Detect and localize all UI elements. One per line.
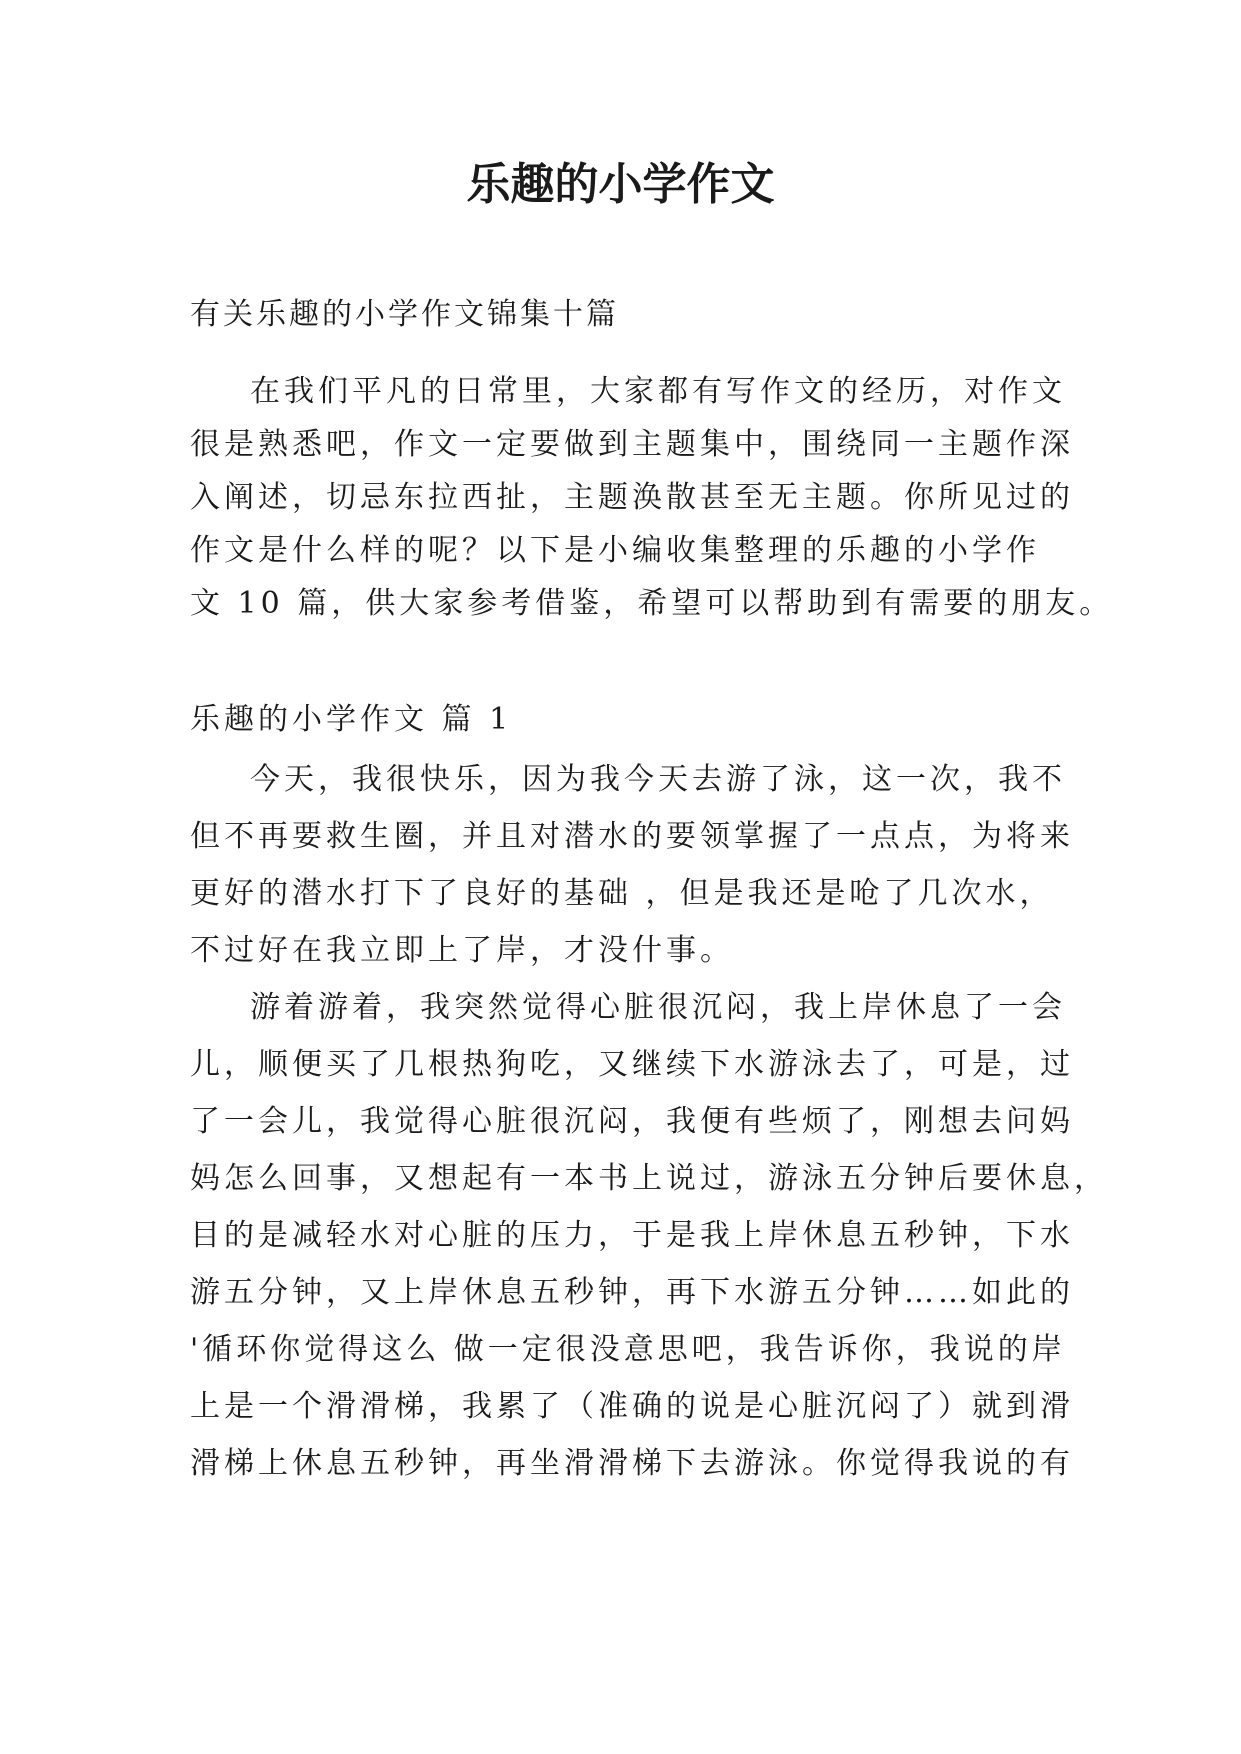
body-line: 上是一个滑滑梯，我累了（准确的说是心脏沉闷了）就到滑: [190, 1389, 1074, 1424]
intro-line: 文 10 篇，供大家参考借鉴，希望可以帮助到有需要的朋友。: [190, 586, 1114, 621]
body-line: 妈怎么回事，又想起有一本书上说过，游泳五分钟后要休息，: [190, 1161, 1108, 1196]
body-line: 今天，我很快乐，因为我今天去游了泳，这一次，我不: [250, 762, 1066, 797]
body-line: '循环你觉得这么 做一定很没意思吧，我告诉你，我说的岸: [190, 1332, 1066, 1367]
body-line: 了一会儿，我觉得心脏很沉闷，我便有些烦了，刚想去问妈: [190, 1104, 1074, 1139]
intro-line: 很是熟悉吧，作文一定要做到主题集中，围绕同一主题作深: [190, 427, 1074, 462]
body-line: 但不再要救生圈，并且对潜水的要领掌握了一点点，为将来: [190, 819, 1074, 854]
body-line: 游五分钟，又上岸休息五秒钟，再下水游五分钟……如此的: [190, 1275, 1074, 1310]
body-line: 儿，顺便买了几根热狗吃，又继续下水游泳去了，可是，过: [190, 1047, 1074, 1082]
intro-line: 在我们平凡的日常里，大家都有写作文的经历，对作文: [250, 374, 1066, 409]
intro-line: 作文是什么样的呢？以下是小编收集整理的乐趣的小学作: [190, 533, 1040, 568]
document-subtitle: 有关乐趣的小学作文锦集十篇: [190, 297, 619, 332]
section-heading: 乐趣的小学作文 篇 1: [190, 702, 513, 737]
body-line: 目的是减轻水对心脏的压力，于是我上岸休息五秒钟，下水: [190, 1218, 1074, 1253]
body-line: 游着游着，我突然觉得心脏很沉闷，我上岸休息了一会: [250, 990, 1066, 1025]
body-line: 滑梯上休息五秒钟，再坐滑滑梯下去游泳。你觉得我说的有: [190, 1446, 1074, 1481]
intro-line: 入阐述，切忌东拉西扯，主题涣散甚至无主题。你所见过的: [190, 480, 1074, 515]
body-line: 更好的潜水打下了良好的基础 ，但是我还是呛了几次水，: [190, 876, 1054, 911]
document-title: 乐趣的小学作文: [466, 159, 775, 210]
body-line: 不过好在我立即上了岸，才没什事。: [190, 933, 734, 968]
